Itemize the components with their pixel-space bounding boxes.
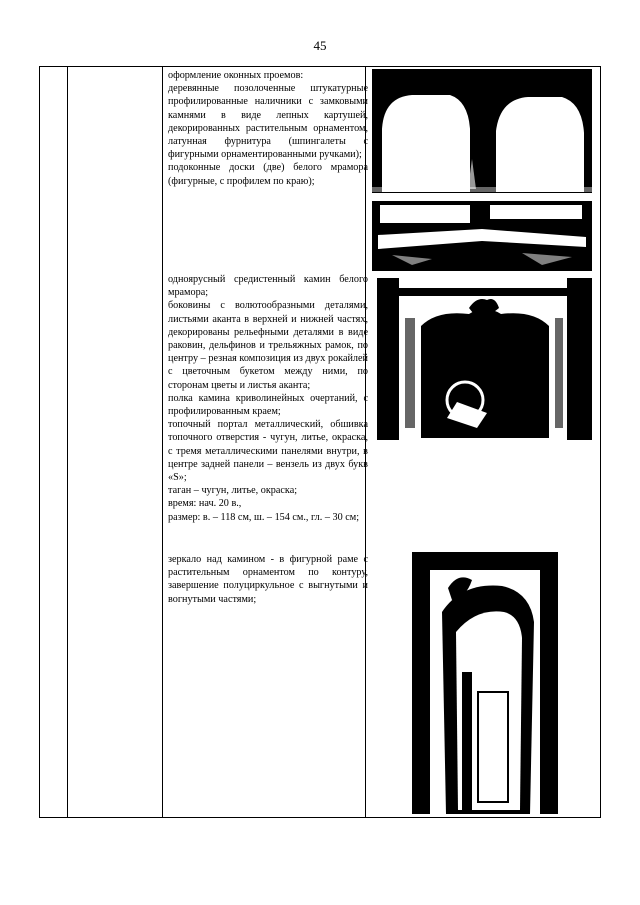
row-1-line-2: деревянные позолоченные штукатурные профилированные наличники с замковыми камнями в виде лепных картушей, декорированных растительным орнаментом, латунная фурнитура (шпингалеты с фигурными орнаментированными ручками);: [168, 83, 368, 161]
window-sill-photo: [372, 195, 592, 271]
row-1-line-3: подоконные доски (две) белого мрамора (фигурные, с профилем по краю);: [168, 162, 368, 187]
window-openings-photo: [372, 69, 592, 193]
row-2-line-1: одноярусный средистенный камин белого мрамора;: [168, 274, 368, 299]
row-2-line-3: полка камина криволинейных очертаний, с профилированным краем;: [168, 392, 368, 418]
document-table: [39, 66, 601, 818]
row-2-line-6: время: нач. 20 в.,: [168, 498, 242, 510]
row-2-description: [168, 273, 368, 524]
column-divider-2: [162, 67, 163, 817]
row-1-description: [168, 69, 368, 188]
page-number: 45: [313, 38, 327, 53]
row-2-line-2: боковины с волютообразными деталями, листьями аканта в верхней и нижней частях, декорированы рельефными деталями в виде раковин, дельфинов и трельяжных рамок, по центру – резная композиция из двух рокайлей с цветочным букетом между ними, по сторонам цветы и листья аканта;: [168, 300, 368, 391]
mirror-photo: [412, 552, 558, 814]
row-2-line-7: размер: в. – 118 см, ш. – 154 см., гл. – 30 см;: [168, 511, 360, 523]
column-divider-1: [67, 67, 68, 817]
row-3-description: [168, 553, 368, 606]
row-3-line-1: зеркало над камином - в фигурной раме с растительным орнаментом по контуру, завершение полуциркульное с выгнутыми и вогнутыми частями;: [168, 554, 368, 605]
row-2-line-5: таган – чугун, литье, окраска;: [168, 485, 298, 497]
row-2-line-4: топочный портал металлический, обшивка топочного отверстия - чугун, литье, окраска, с тремя металлическими панелями внутри, в центре задней панели – вензель из двух букв «S»;: [168, 419, 368, 484]
row-1-line-1: оформление оконных проемов:: [168, 70, 304, 81]
fireplace-photo: [377, 278, 592, 440]
